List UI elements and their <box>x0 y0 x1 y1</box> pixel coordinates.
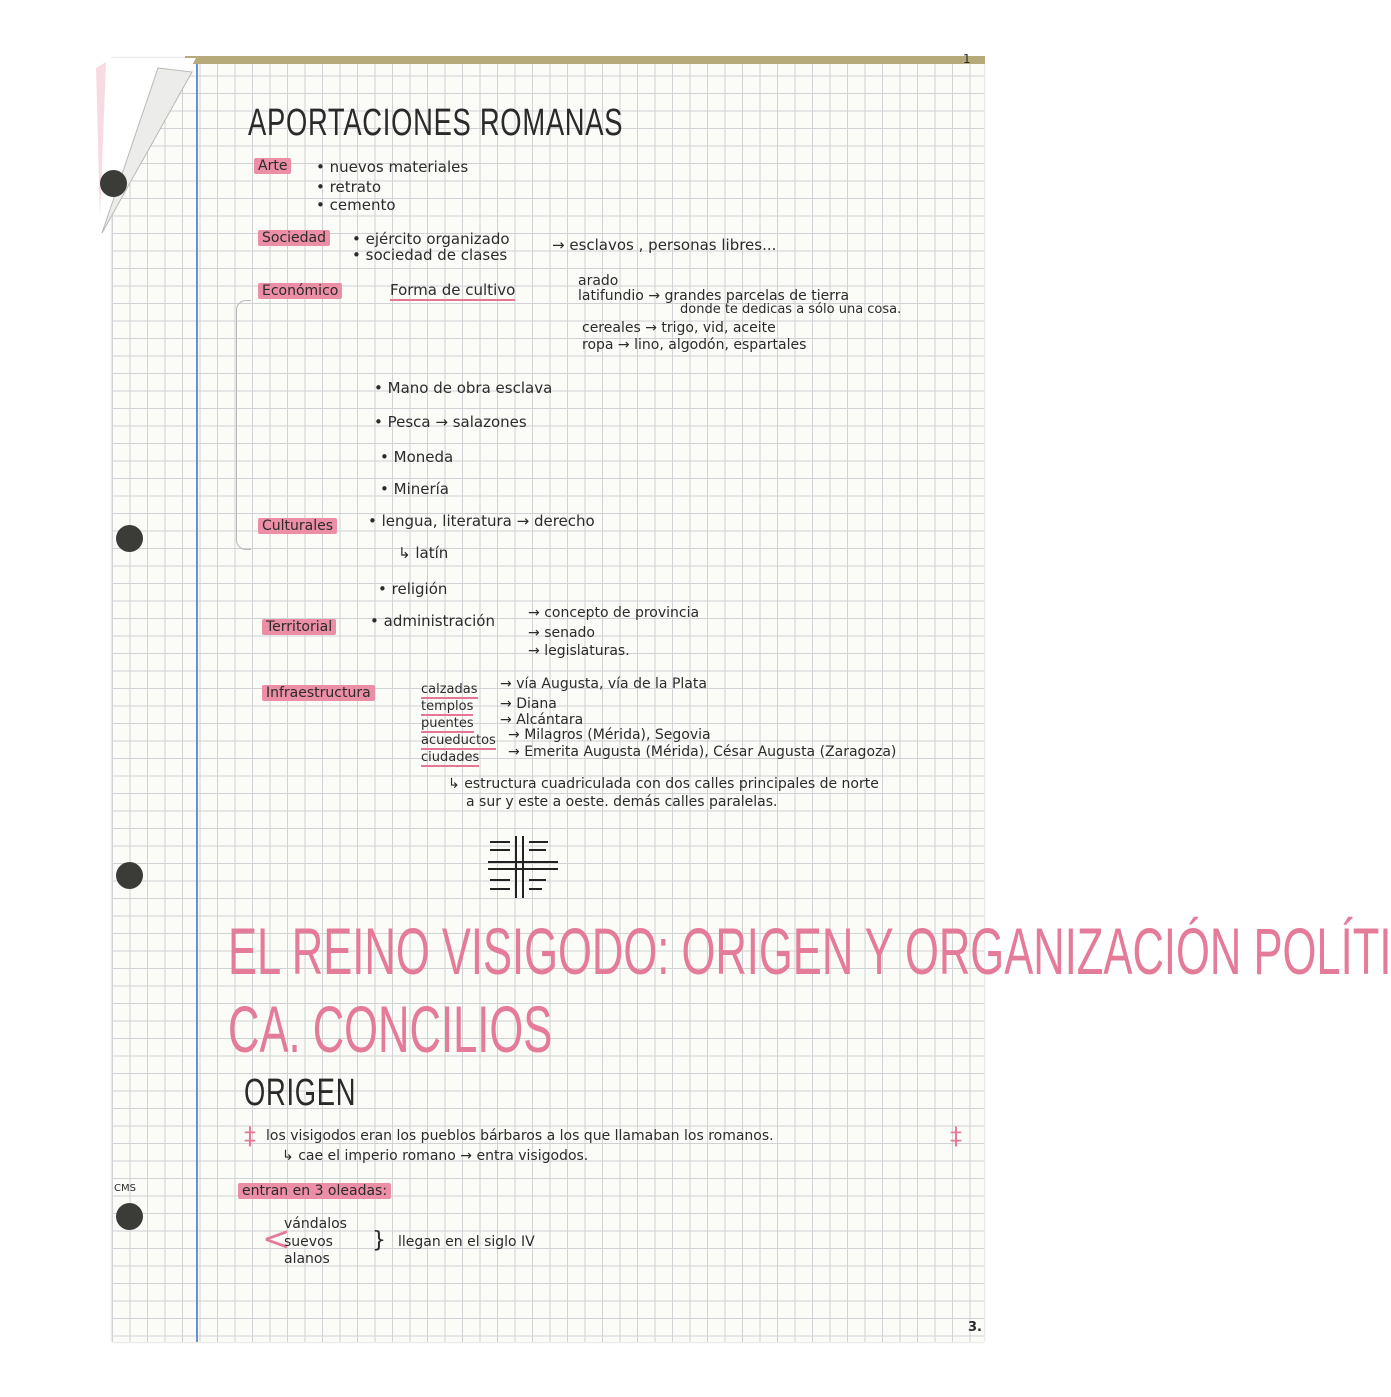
label-territorial: Territorial <box>262 619 336 635</box>
territorial-arrow: → senado <box>528 625 595 641</box>
territorial-item: • administración <box>370 612 495 630</box>
label-oleadas: entran en 3 oleadas: <box>238 1183 391 1199</box>
ring-hole <box>116 525 143 552</box>
label-sociedad: Sociedad <box>258 230 330 246</box>
page-top-edge <box>185 56 985 64</box>
side-mark: CMS <box>114 1183 136 1194</box>
llegan-text: llegan en el siglo IV <box>398 1234 535 1250</box>
left-arrow-icon: < <box>262 1219 291 1259</box>
infra-value: → Milagros (Mérida), Segovia <box>508 727 711 743</box>
section2-title: EL REINO VISIGODO: ORIGEN Y ORGANIZACIÓN POLÍTI <box>228 914 1391 988</box>
grid-plan-icon <box>486 834 560 900</box>
infra-value: → vía Augusta, vía de la Plata <box>500 676 707 692</box>
culturales-item: • religión <box>378 580 448 598</box>
section2-title: CA. CONCILIOS <box>228 992 553 1066</box>
infra-key: acueductos <box>421 733 496 748</box>
culturales-sub: ↳ latín <box>398 544 449 562</box>
cultivo-line: ropa → lino, algodón, espartales <box>582 337 807 353</box>
ring-hole <box>116 862 143 889</box>
territorial-arrow: → legislaturas. <box>528 643 630 659</box>
infra-value: → Diana <box>500 696 557 712</box>
infra-key: puentes <box>421 716 474 731</box>
economico-item: • Minería <box>380 480 449 498</box>
economico-item: • Mano de obra esclava <box>374 379 553 397</box>
cultivo-line: arado <box>578 273 619 289</box>
sociedad-item: • sociedad de clases <box>352 246 508 264</box>
label-arte: Arte <box>254 158 291 174</box>
asterisk-icon: ‡ <box>244 1122 256 1150</box>
sociedad-item: • ejército organizado <box>352 230 510 248</box>
pueblo-item: suevos <box>284 1234 333 1250</box>
infra-key: templos <box>421 699 474 714</box>
cultivo-line: donde te dedicas a sólo una cosa. <box>680 302 902 317</box>
subtitle-origen: ORIGEN <box>244 1072 357 1114</box>
infra-value: → Emerita Augusta (Mérida), César Augusta (Zaragoza) <box>508 744 897 760</box>
infra-note: ↳ estructura cuadriculada con dos calles principales de norte <box>448 776 879 792</box>
infra-note: a sur y este a oeste. demás calles paralelas. <box>466 794 778 810</box>
label-economico: Económico <box>258 283 342 299</box>
infra-value: → Alcántara <box>500 712 584 728</box>
arte-item: • cemento <box>316 196 396 214</box>
arte-item: • retrato <box>316 178 381 196</box>
territorial-arrow: → concepto de provincia <box>528 605 700 621</box>
arte-item: • nuevos materiales <box>316 158 469 176</box>
margin-line <box>196 64 198 1342</box>
economico-item: • Pesca → salazones <box>374 413 527 431</box>
right-brace-icon: } <box>372 1228 386 1253</box>
infra-key: calzadas <box>421 682 478 697</box>
page-curl-icon <box>96 58 196 243</box>
economico-brace <box>236 300 251 550</box>
sociedad-arrow-text: → esclavos , personas libres... <box>552 236 777 254</box>
page-number: 3. <box>968 1320 982 1335</box>
cultivo-line: cereales → trigo, vid, aceite <box>582 320 776 336</box>
cultivo-line: latifundio → grandes parcelas de tierra <box>578 288 850 304</box>
corner-mark: 1 <box>963 52 971 66</box>
origen-text: los visigodos eran los pueblos bárbaros a los que llamaban los romanos. <box>266 1128 774 1144</box>
pueblo-item: vándalos <box>284 1216 347 1232</box>
economico-item: • Moneda <box>380 448 454 466</box>
infra-key: ciudades <box>421 750 480 765</box>
ring-hole <box>116 1203 143 1230</box>
asterisk-icon: ‡ <box>950 1122 962 1150</box>
section-title: APORTACIONES ROMANAS <box>248 102 624 144</box>
forma-cultivo-label: Forma de cultivo <box>390 281 516 299</box>
pueblo-item: alanos <box>284 1251 330 1267</box>
label-infraestructura: Infraestructura <box>262 685 375 701</box>
label-culturales: Culturales <box>258 518 337 534</box>
ring-hole <box>100 170 127 197</box>
culturales-item: • lengua, literatura → derecho <box>368 512 595 530</box>
origen-text: ↳ cae el imperio romano → entra visigodos. <box>282 1148 589 1164</box>
